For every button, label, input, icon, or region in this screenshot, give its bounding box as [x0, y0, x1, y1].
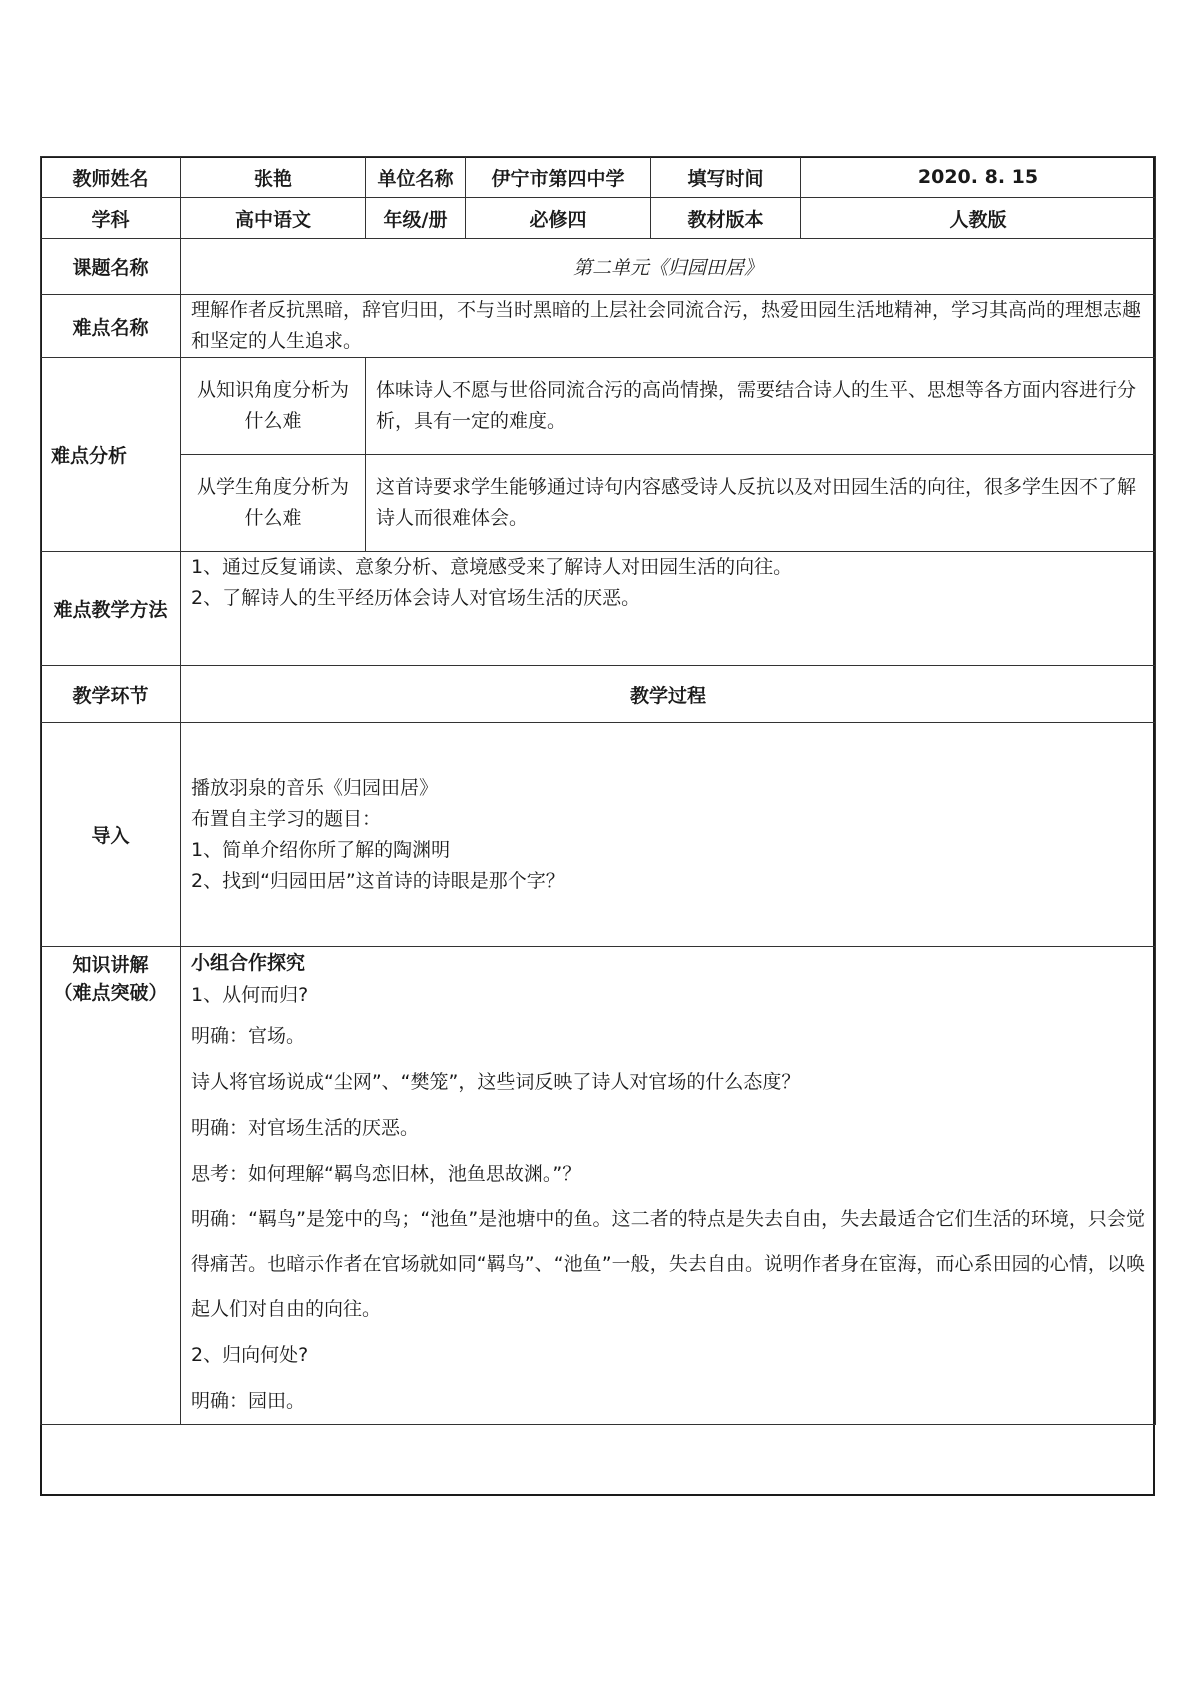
- analysis-student-row: [41, 455, 1156, 552]
- header-row-2: [41, 198, 1156, 239]
- method-label: 难点教学方法: [41, 552, 181, 666]
- subject-value: 高中语文: [181, 198, 366, 239]
- difficulty-label: 难点名称: [41, 295, 181, 358]
- knowledge-line: 明确：对官场生活的厌恶。: [191, 1117, 420, 1139]
- lesson-plan-table: [40, 156, 1156, 1425]
- teacher-value: 张艳: [181, 157, 366, 198]
- difficulty-row: [41, 295, 1156, 358]
- intro-line: 1、简单介绍你所了解的陶渊明: [191, 838, 451, 861]
- knowledge-line: 1、从何而归?: [191, 984, 309, 1006]
- intro-label: 导入: [41, 723, 181, 947]
- knowledge-line: 诗人将官场说成“尘网”、“樊笼”，这些词反映了诗人对官场的什么态度？: [191, 1071, 801, 1093]
- grade-label: 年级/册: [366, 198, 466, 239]
- unit-value: 伊宁市第四中学: [466, 157, 651, 198]
- analysis-student-label: 从学生角度分析为什么难: [181, 455, 366, 552]
- process-header: 教学过程: [181, 666, 1156, 723]
- date-label: 填写时间: [651, 157, 801, 198]
- subject-label: 学科: [41, 198, 181, 239]
- intro-content: [181, 723, 1156, 947]
- method-list: [181, 552, 1156, 666]
- stage-header: 教学环节: [41, 666, 181, 723]
- edition-value: 人教版: [801, 198, 1156, 239]
- analysis-label: 难点分析: [41, 358, 181, 552]
- topic-value: 第二单元《归园田居》: [181, 239, 1156, 295]
- analysis-student-value: 这首诗要求学生能够通过诗句内容感受诗人反抗以及对田园生活的向往，很多学生因不了解诗人而很难体会。: [366, 455, 1156, 552]
- knowledge-label-line1: 知识讲解: [72, 954, 149, 976]
- analysis-knowledge-value: 体味诗人不愿与世俗同流合污的高尚情操，需要结合诗人的生平、思想等各方面内容进行分析，具有一定的难度。: [366, 358, 1156, 455]
- method-item: 2、了解诗人的生平经历体会诗人对官场生活的厌恶。: [191, 587, 641, 609]
- unit-label: 单位名称: [366, 157, 466, 198]
- intro-row: [41, 723, 1156, 947]
- topic-label: 课题名称: [41, 239, 181, 295]
- knowledge-line: 明确：“羁鸟”是笼中的鸟；“池鱼”是池塘中的鱼。这二者的特点是失去自由，失去最适合它们生活的环境，只会觉得痛苦。也暗示作者在官场就如同“羁鸟”、“池鱼”一般，失去自由。说明作者身在宦海，而心系田园的心情，以唤起人们对自由的向往。: [191, 1208, 1145, 1320]
- knowledge-line: 思考：如何理解“羁鸟恋旧林，池鱼思故渊。”？: [191, 1163, 582, 1185]
- date-value: 2020. 8. 15: [801, 157, 1156, 198]
- intro-line: 2、找到“归园田居”这首诗的诗眼是那个字？: [191, 869, 565, 892]
- knowledge-content: [181, 947, 1156, 1425]
- knowledge-line: 明确：官场。: [191, 1025, 306, 1047]
- analysis-knowledge-label: 从知识角度分析为什么难: [181, 358, 366, 455]
- knowledge-label: [41, 947, 181, 1425]
- grade-value: 必修四: [466, 198, 651, 239]
- teacher-label: 教师姓名: [41, 157, 181, 198]
- method-row: [41, 552, 1156, 666]
- intro-line: 布置自主学习的题目：: [191, 807, 382, 830]
- process-header-row: [41, 666, 1156, 723]
- knowledge-line: 2、归向何处?: [191, 1344, 309, 1366]
- intro-line: 播放羽泉的音乐《归园田居》: [191, 776, 439, 799]
- header-row-1: [41, 157, 1156, 198]
- difficulty-value: 理解作者反抗黑暗，辞官归田，不与当时黑暗的上层社会同流合污，热爱田园生活地精神，学习其高尚的理想志趣和坚定的人生追求。: [181, 295, 1156, 358]
- knowledge-row: [41, 947, 1156, 1425]
- method-item: 1、通过反复诵读、意象分析、意境感受来了解诗人对田园生活的向往。: [191, 556, 793, 578]
- topic-row: [41, 239, 1156, 295]
- analysis-knowledge-row: [41, 358, 1156, 455]
- knowledge-line: 明确：园田。: [191, 1390, 306, 1412]
- knowledge-label-line2: （难点突破）: [53, 982, 168, 1004]
- knowledge-heading: 小组合作探究: [191, 952, 306, 974]
- edition-label: 教材版本: [651, 198, 801, 239]
